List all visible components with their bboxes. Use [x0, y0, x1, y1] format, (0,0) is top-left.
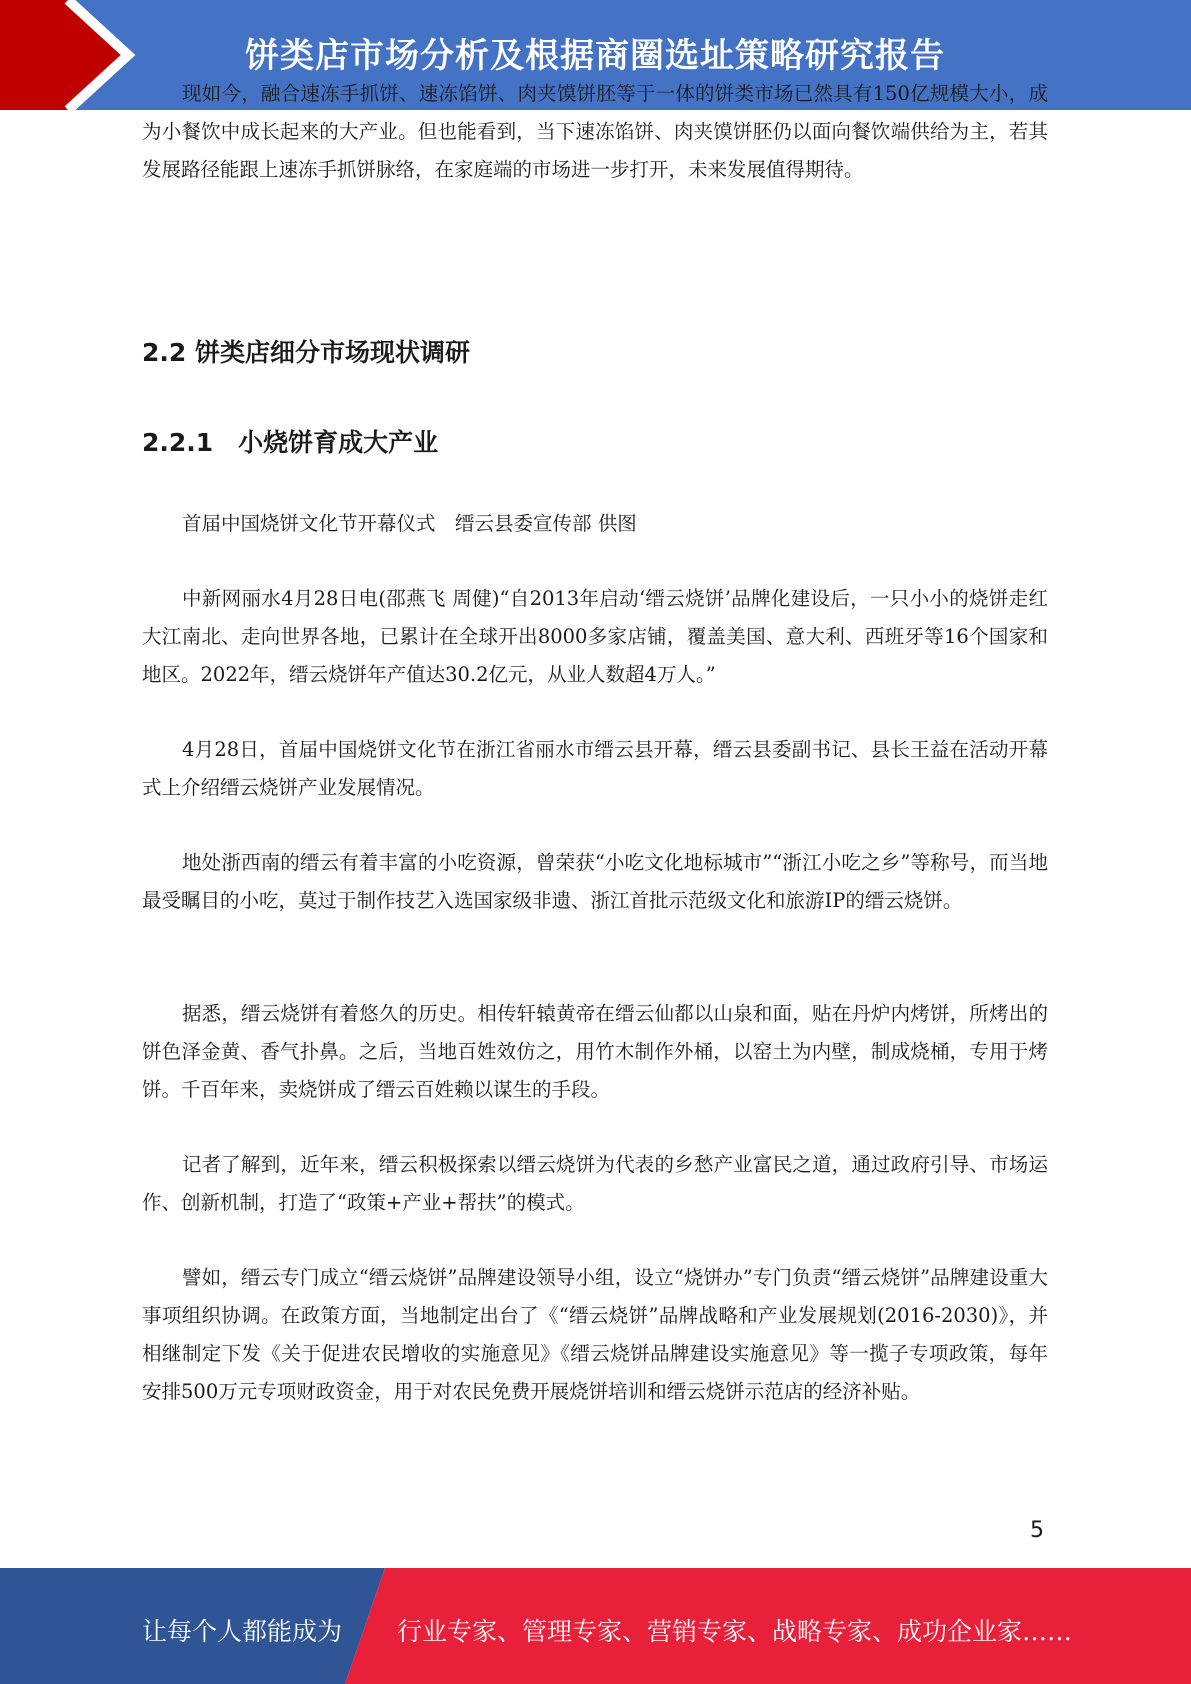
image-caption: 首届中国烧饼文化节开幕仪式 缙云县委宣传部 供图 — [182, 512, 637, 535]
body-paragraph: 4月28日，首届中国烧饼文化节在浙江省丽水市缙云县开幕，缙云县委副书记、县长王益在活动开幕式上介绍缙云烧饼产业发展情况。 — [142, 738, 1048, 799]
body-paragraph: 中新网丽水4月28日电(邵燕飞 周健)“自2013年启动‘缙云烧饼’品牌化建设后，一只小小的烧饼走红大江南北、走向世界各地，已累计在全球开出8000多家店铺，覆盖美国、意大利、西班牙等16个国家和地区。2022年，缙云烧饼年产值达30.2亿元，从业人数超4万人。” — [142, 587, 1048, 686]
intro-paragraph: 现如今，融合速冻手抓饼、速冻馅饼、肉夹馍饼胚等于一体的饼类市场已然具有150亿规模大小，成为小餐饮中成长起来的大产业。但也能看到，当下速冻馅饼、肉夹馍饼胚仍以面向餐饮端供给为主，若其发展路径能跟上速冻手抓饼脉络，在家庭端的市场进一步打开，未来发展值得期待。 — [142, 82, 1048, 181]
subsection-heading: 2.2.1 小烧饼育成大产业 — [142, 428, 439, 457]
body-paragraph: 譬如，缙云专门成立“缙云烧饼”品牌建设领导小组，设立“烧饼办”专门负责“缙云烧饼”品牌建设重大事项组织协调。在政策方面，当地制定出台了《“缙云烧饼”品牌战略和产业发展规划(2016-2030)》，并相继制定下发《关于促进农民增收的实施意见》《缙云烧饼品牌建设实施意见》等一揽子专项政策，每年安排500万元专项财政资金，用于对农民免费开展烧饼培训和缙云烧饼示范店的经济补贴。 — [142, 1266, 1048, 1403]
report-title: 饼类店市场分析及根据商圈选址策略研究报告 — [245, 36, 945, 76]
body-paragraph: 据悉，缙云烧饼有着悠久的历史。相传轩辕黄帝在缙云仙都以山泉和面，贴在丹炉内烤饼，所烤出的饼色泽金黄、香气扑鼻。之后，当地百姓效仿之，用竹木制作外桶，以窑土为内壁，制成烧桶，专用于烤饼。千百年来，卖烧饼成了缙云百姓赖以谋生的手段。 — [142, 1002, 1048, 1101]
section-heading: 2.2 饼类店细分市场现状调研 — [142, 338, 470, 367]
page-number: 5 — [1030, 1518, 1044, 1543]
footer-bar — [0, 1568, 1191, 1684]
body-paragraph: 地处浙西南的缙云有着丰富的小吃资源，曾荣获“小吃文化地标城市”“浙江小吃之乡”等称号，而当地最受瞩目的小吃，莫过于制作技艺入选国家级非遗、浙江首批示范级文化和旅游IP的缙云烧饼。 — [142, 851, 1048, 912]
header-arrow-decoration — [0, 0, 160, 110]
footer-slogan-right: 行业专家、管理专家、营销专家、战略专家、成功企业家…… — [397, 1617, 1073, 1646]
footer-slogan-left: 让每个人都能成为 — [142, 1617, 343, 1646]
body-paragraph: 记者了解到，近年来，缙云积极探索以缙云烧饼为代表的乡愁产业富民之道，通过政府引导、市场运作、创新机制，打造了“政策+产业+帮扶”的模式。 — [142, 1153, 1048, 1214]
